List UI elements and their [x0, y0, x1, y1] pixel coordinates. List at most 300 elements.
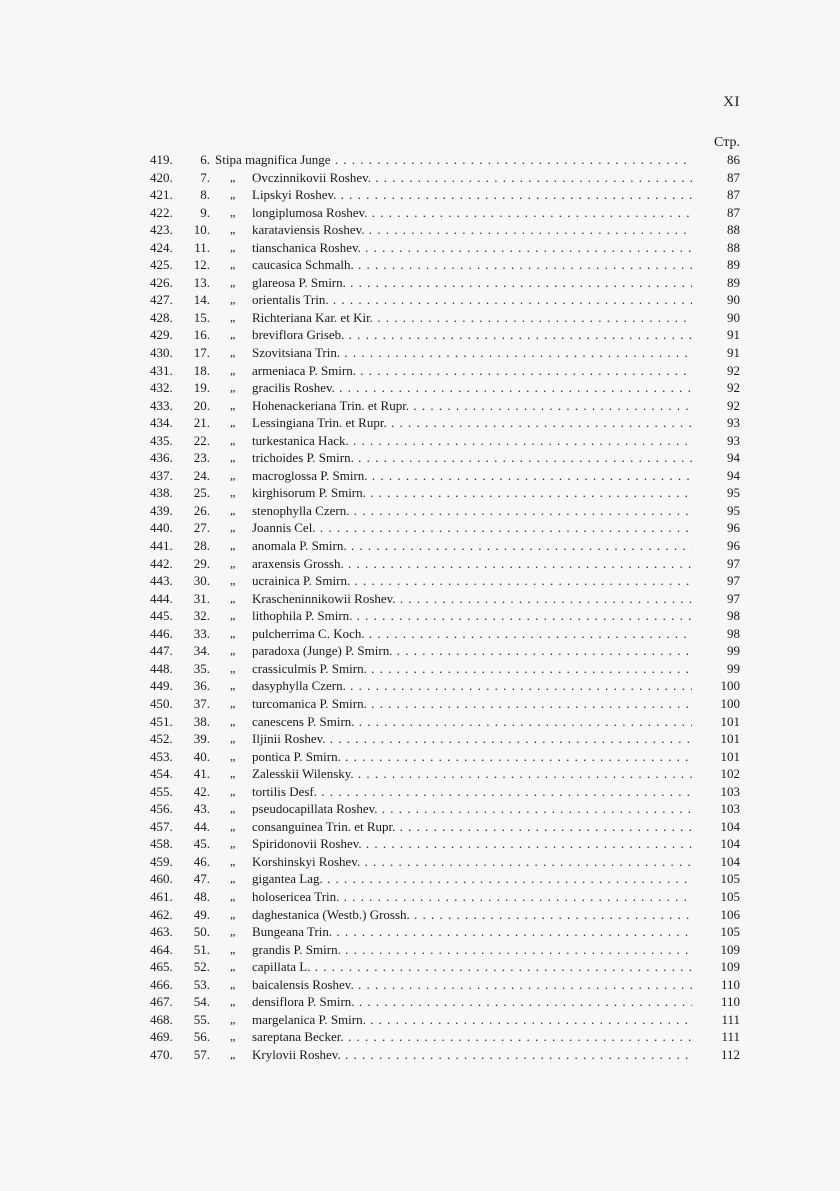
- species-index: 43.: [193, 801, 210, 817]
- species-name: [252, 309, 692, 327]
- toc-entry: [150, 519, 740, 537]
- species-index: 53.: [193, 976, 210, 992]
- species-index: 56.: [193, 1029, 210, 1045]
- species-name-text: crassiculmis P. Smirn.: [252, 660, 367, 676]
- species-name-text: lithophila P. Smirn.: [252, 608, 353, 624]
- page-ref: 98: [727, 608, 740, 624]
- species-name-text: ucrainica P. Smirn.: [252, 573, 351, 589]
- page-ref: 88: [727, 239, 740, 255]
- species-index: 50.: [193, 924, 210, 940]
- species-name-text: paradoxa (Junge) P. Smirn.: [252, 643, 393, 659]
- species-index: 23.: [193, 450, 210, 466]
- ditto-mark: „: [230, 485, 236, 500]
- species-name: [252, 221, 692, 239]
- species-name: [252, 239, 692, 257]
- toc-entry: [150, 326, 740, 344]
- ditto-mark: „: [230, 766, 236, 781]
- species-name: [252, 976, 692, 994]
- species-name: [252, 1046, 692, 1064]
- species-name: [252, 958, 692, 976]
- page-ref: 100: [720, 695, 740, 711]
- entry-number: 457.: [150, 818, 173, 834]
- species-name-text: dasyphylla Czern.: [252, 678, 346, 694]
- species-name: [252, 607, 692, 625]
- species-name: [252, 1028, 692, 1046]
- species-name-text: magnifica Junge: [244, 152, 331, 167]
- ditto-mark: „: [230, 292, 236, 307]
- ditto-mark: „: [230, 432, 236, 447]
- page-ref: 89: [727, 257, 740, 273]
- page-ref: 91: [727, 327, 740, 343]
- species-index: 13.: [193, 274, 210, 290]
- toc-entry: [150, 765, 740, 783]
- toc-entry: [150, 362, 740, 380]
- entry-number: 470.: [150, 1046, 173, 1062]
- entry-number: 467.: [150, 994, 173, 1010]
- entry-number: 466.: [150, 976, 173, 992]
- species-name: [252, 519, 692, 537]
- ditto-mark: „: [230, 222, 236, 237]
- species-name-text: gigantea Lag.: [252, 871, 323, 887]
- page-ref: 88: [727, 222, 740, 238]
- page-ref: 110: [720, 976, 740, 992]
- toc-entry: [150, 642, 740, 660]
- species-index: 49.: [193, 906, 210, 922]
- ditto-mark: „: [230, 204, 236, 219]
- ditto-mark: „: [230, 239, 236, 254]
- page-ref: 97: [727, 555, 740, 571]
- toc-entry: [150, 169, 740, 187]
- ditto-mark: „: [230, 783, 236, 798]
- ditto-mark: „: [230, 327, 236, 342]
- ditto-mark: „: [230, 748, 236, 763]
- species-name: [252, 923, 692, 941]
- entry-number: 419.: [150, 152, 173, 167]
- toc-entry: [150, 941, 740, 959]
- species-name-text: Krylovii Roshev.: [252, 1046, 341, 1062]
- page-ref: 105: [720, 888, 740, 904]
- species-index: 12.: [193, 257, 210, 273]
- entry-number: 432.: [150, 380, 173, 396]
- toc-entry: [150, 625, 740, 643]
- ditto-mark: „: [230, 695, 236, 710]
- entry-number: 430.: [150, 345, 173, 361]
- toc-entry: [150, 783, 740, 801]
- ditto-mark: „: [230, 538, 236, 553]
- species-index: 16.: [193, 327, 210, 343]
- page-ref: 90: [727, 292, 740, 308]
- species-name: [252, 695, 692, 713]
- toc-entry: [150, 572, 740, 590]
- species-index: 32.: [193, 608, 210, 624]
- entry-number: 465.: [150, 959, 173, 975]
- species-name-text: gracilis Roshev.: [252, 380, 335, 396]
- species-name: [252, 818, 692, 836]
- species-name-text: sareptana Becker.: [252, 1029, 344, 1045]
- entry-number: 443.: [150, 573, 173, 589]
- species-name-text: Korshinskyi Roshev.: [252, 853, 361, 869]
- toc-entry: [150, 713, 740, 731]
- entry-number: 428.: [150, 309, 173, 325]
- species-name-text: Krascheninnikowii Roshev.: [252, 590, 396, 606]
- species-name: [252, 572, 692, 590]
- species-name: [252, 414, 692, 432]
- toc-entry: [150, 151, 740, 169]
- toc-entry: [150, 923, 740, 941]
- page-ref: 91: [727, 345, 740, 361]
- species-name: [252, 555, 692, 573]
- page-ref: 87: [727, 204, 740, 220]
- species-name-text: Spiridonovii Roshev.: [252, 836, 362, 852]
- species-index: 17.: [193, 345, 210, 361]
- species-name-text: Lessingiana Trin. et Rupr.: [252, 415, 387, 431]
- species-name-text: longiplumosa Roshev.: [252, 204, 368, 220]
- species-name-text: Hohenackeriana Trin. et Rupr.: [252, 397, 410, 413]
- toc-entry: [150, 748, 740, 766]
- genus-name: Stipa: [215, 152, 242, 167]
- page-ref: 94: [727, 467, 740, 483]
- entry-number: 454.: [150, 766, 173, 782]
- ditto-mark: „: [230, 1011, 236, 1026]
- ditto-mark: „: [230, 1046, 236, 1061]
- toc-entry: [150, 800, 740, 818]
- entry-number: 424.: [150, 239, 173, 255]
- page-ref: 105: [720, 871, 740, 887]
- toc-entry: [150, 256, 740, 274]
- entry-number: 420.: [150, 169, 173, 185]
- entry-number: 451.: [150, 713, 173, 729]
- entry-number: 441.: [150, 538, 173, 554]
- species-name-text: margelanica P. Smirn.: [252, 1011, 366, 1027]
- species-index: 45.: [193, 836, 210, 852]
- entry-number: 444.: [150, 590, 173, 606]
- page-ref: 101: [720, 748, 740, 764]
- ditto-mark: „: [230, 590, 236, 605]
- species-index: 19.: [193, 380, 210, 396]
- page-ref: 110: [720, 994, 740, 1010]
- entry-number: 446.: [150, 625, 173, 641]
- entry-number: 461.: [150, 888, 173, 904]
- species-name: [252, 906, 692, 924]
- ditto-mark: „: [230, 801, 236, 816]
- page-ref: 87: [727, 187, 740, 203]
- species-name: [252, 625, 692, 643]
- ditto-mark: „: [230, 959, 236, 974]
- species-name: [252, 765, 692, 783]
- toc-entry: [150, 204, 740, 222]
- ditto-mark: „: [230, 678, 236, 693]
- species-name-text: pulcherrima C. Koch.: [252, 625, 365, 641]
- page-ref: 96: [727, 538, 740, 554]
- species-index: 47.: [193, 871, 210, 887]
- species-name-text: tortilis Desf.: [252, 783, 317, 799]
- species-name-text: Zalesskii Wilensky.: [252, 766, 354, 782]
- toc-entry: [150, 186, 740, 204]
- toc-entry: [150, 660, 740, 678]
- ditto-mark: „: [230, 643, 236, 658]
- species-name: [252, 397, 692, 415]
- species-name-text: pontica P. Smirn.: [252, 748, 341, 764]
- entry-number: 435.: [150, 432, 173, 448]
- page-ref: 93: [727, 415, 740, 431]
- ditto-mark: „: [230, 502, 236, 517]
- ditto-mark: „: [230, 994, 236, 1009]
- species-index: 8.: [200, 187, 210, 203]
- page-ref: 103: [720, 801, 740, 817]
- ditto-mark: „: [230, 906, 236, 921]
- species-name-text: armeniaca P. Smirn.: [252, 362, 356, 378]
- entry-number: 464.: [150, 941, 173, 957]
- species-name-text: Szovitsiana Trin.: [252, 345, 341, 361]
- species-name: [252, 748, 692, 766]
- page-ref: 111: [721, 1011, 740, 1027]
- page-ref: 92: [727, 380, 740, 396]
- toc-entry: [150, 537, 740, 555]
- page-ref: 101: [720, 713, 740, 729]
- page-ref: 100: [720, 678, 740, 694]
- species-name: [252, 449, 692, 467]
- species-index: 29.: [193, 555, 210, 571]
- entry-number: 425.: [150, 257, 173, 273]
- entry-number: 469.: [150, 1029, 173, 1045]
- species-name-text: turkestanica Hack.: [252, 432, 349, 448]
- toc-entry: [150, 1046, 740, 1064]
- species-index: 24.: [193, 467, 210, 483]
- species-name-text: pseudocapillata Roshev.: [252, 801, 378, 817]
- ditto-mark: „: [230, 555, 236, 570]
- toc-entry: [150, 888, 740, 906]
- entry-number: 431.: [150, 362, 173, 378]
- entry-number: 462.: [150, 906, 173, 922]
- species-name: [252, 502, 692, 520]
- species-name-text: caucasica Schmalh.: [252, 257, 354, 273]
- page-ref: 93: [727, 432, 740, 448]
- entry-number: 452.: [150, 731, 173, 747]
- entry-number: 455.: [150, 783, 173, 799]
- toc-entry: [150, 958, 740, 976]
- species-index: 42.: [193, 783, 210, 799]
- species-name-text: Bungeana Trin.: [252, 924, 333, 940]
- page-ref: 109: [720, 941, 740, 957]
- entry-number: 458.: [150, 836, 173, 852]
- toc-entry: [150, 432, 740, 450]
- species-index: 44.: [193, 818, 210, 834]
- species-name-text: karataviensis Roshev.: [252, 222, 365, 238]
- page-ref: 109: [720, 959, 740, 975]
- page-ref: 95: [727, 502, 740, 518]
- toc-entry: [150, 344, 740, 362]
- species-name: [252, 730, 692, 748]
- species-name: [252, 590, 692, 608]
- species-index: 48.: [193, 888, 210, 904]
- page-ref: 92: [727, 362, 740, 378]
- toc-entry: [150, 221, 740, 239]
- species-index: 7.: [200, 169, 210, 185]
- species-name: [252, 642, 692, 660]
- species-index: 40.: [193, 748, 210, 764]
- ditto-mark: „: [230, 941, 236, 956]
- toc-entry: [150, 379, 740, 397]
- species-name: [252, 256, 692, 274]
- species-name: [252, 467, 692, 485]
- species-name-text: macroglossa P. Smirn.: [252, 467, 368, 483]
- species-name-text: kirghisorum P. Smirn.: [252, 485, 366, 501]
- species-name: [252, 888, 692, 906]
- toc-entry: [150, 730, 740, 748]
- toc-entry: [150, 590, 740, 608]
- page-ref: 106: [720, 906, 740, 922]
- entry-number: 459.: [150, 853, 173, 869]
- page-ref: 103: [720, 783, 740, 799]
- ditto-mark: „: [230, 731, 236, 746]
- species-index: 6.: [200, 152, 210, 167]
- species-name: [252, 941, 692, 959]
- species-index: 55.: [193, 1011, 210, 1027]
- species-name: [252, 274, 692, 292]
- species-name-text: holosericea Trin.: [252, 888, 340, 904]
- species-index: 52.: [193, 959, 210, 975]
- ditto-mark: „: [230, 169, 236, 184]
- ditto-mark: „: [230, 415, 236, 430]
- toc-entry: [150, 291, 740, 309]
- species-index: 38.: [193, 713, 210, 729]
- species-name-text: stenophylla Czern.: [252, 502, 350, 518]
- species-index: 46.: [193, 853, 210, 869]
- species-name: [252, 537, 692, 555]
- page-ref: 87: [727, 169, 740, 185]
- species-name-text: turcomanica P. Smirn.: [252, 695, 367, 711]
- entry-number: 429.: [150, 327, 173, 343]
- ditto-mark: „: [230, 450, 236, 465]
- entry-number: 445.: [150, 608, 173, 624]
- toc-entry: [150, 993, 740, 1011]
- entry-number: 437.: [150, 467, 173, 483]
- species-index: 18.: [193, 362, 210, 378]
- entry-number: 450.: [150, 695, 173, 711]
- species-name: [252, 1011, 692, 1029]
- species-index: 34.: [193, 643, 210, 659]
- page-ref: 96: [727, 520, 740, 536]
- ditto-mark: „: [230, 380, 236, 395]
- species-name: [252, 713, 692, 731]
- ditto-mark: „: [230, 520, 236, 535]
- ditto-mark: „: [230, 924, 236, 939]
- entry-number: 447.: [150, 643, 173, 659]
- species-name-text: canescens P. Smirn.: [252, 713, 355, 729]
- toc-entry: [150, 467, 740, 485]
- toc-entry: [150, 835, 740, 853]
- species-name-text: densiflora P. Smirn.: [252, 994, 355, 1010]
- toc-entry: [150, 309, 740, 327]
- species-index: 26.: [193, 502, 210, 518]
- page-ref: 86: [727, 152, 740, 167]
- page-ref: 94: [727, 450, 740, 466]
- species-name-text: Ovczinnikovii Roshev.: [252, 169, 372, 185]
- species-name: [252, 169, 692, 187]
- ditto-mark: „: [230, 976, 236, 991]
- toc-entry: [150, 274, 740, 292]
- species-index: 31.: [193, 590, 210, 606]
- entry-number: 440.: [150, 520, 173, 536]
- entry-number: 438.: [150, 485, 173, 501]
- entry-number: 468.: [150, 1011, 173, 1027]
- species-index: 37.: [193, 695, 210, 711]
- toc-entry: [150, 484, 740, 502]
- species-name-text: anomala P. Smirn.: [252, 538, 347, 554]
- entry-number: 436.: [150, 450, 173, 466]
- species-index: 54.: [193, 994, 210, 1010]
- species-index: 9.: [200, 204, 210, 220]
- toc-entry: [150, 906, 740, 924]
- species-index: 28.: [193, 538, 210, 554]
- species-index: 21.: [193, 415, 210, 431]
- page-ref: 89: [727, 274, 740, 290]
- ditto-mark: „: [230, 187, 236, 202]
- toc-entry: [150, 1028, 740, 1046]
- toc-entry: [150, 555, 740, 573]
- page-column-label: Стр.: [714, 135, 740, 150]
- species-name: [252, 291, 692, 309]
- species-name: [252, 326, 692, 344]
- species-name: [252, 677, 692, 695]
- ditto-mark: „: [230, 257, 236, 272]
- ditto-mark: „: [230, 818, 236, 833]
- species-index: 11.: [194, 239, 210, 255]
- page-ref: 105: [720, 924, 740, 940]
- species-name: [252, 186, 692, 204]
- species-index: 22.: [193, 432, 210, 448]
- page-ref: 99: [727, 660, 740, 676]
- toc-entry: [150, 677, 740, 695]
- ditto-mark: „: [230, 573, 236, 588]
- species-name: [252, 362, 692, 380]
- species-name: [252, 484, 692, 502]
- species-index: 20.: [193, 397, 210, 413]
- species-name: [252, 835, 692, 853]
- species-name: [252, 432, 692, 450]
- entry-number: 449.: [150, 678, 173, 694]
- species-name: [252, 993, 692, 1011]
- species-index: 25.: [193, 485, 210, 501]
- table-of-contents: [150, 151, 740, 1063]
- species-index: 35.: [193, 660, 210, 676]
- species-name-text: Iljinii Roshev.: [252, 731, 326, 747]
- page-number: XI: [723, 94, 740, 110]
- species-name-text: Joannis Cel.: [252, 520, 316, 536]
- ditto-mark: „: [230, 660, 236, 675]
- toc-entry: [150, 239, 740, 257]
- species-name-text: consanguinea Trin. et Rupr.: [252, 818, 396, 834]
- page-ref: 112: [720, 1046, 740, 1062]
- species-name-text: grandis P. Smirn.: [252, 941, 341, 957]
- species-index: 15.: [193, 309, 210, 325]
- species-name: [252, 660, 692, 678]
- page-ref: 104: [720, 836, 740, 852]
- ditto-mark: „: [230, 345, 236, 360]
- species-name: [252, 783, 692, 801]
- species-index: 10.: [193, 222, 210, 238]
- species-name-text: breviflora Griseb.: [252, 327, 345, 343]
- species-name: [252, 853, 692, 871]
- page-ref: 111: [721, 1029, 740, 1045]
- species-index: 41.: [193, 766, 210, 782]
- species-name: [252, 344, 692, 362]
- page-ref: 98: [727, 625, 740, 641]
- species-name-text: orientalis Trin.: [252, 292, 329, 308]
- toc-entry: [150, 976, 740, 994]
- ditto-mark: „: [230, 274, 236, 289]
- entry-number: 442.: [150, 555, 173, 571]
